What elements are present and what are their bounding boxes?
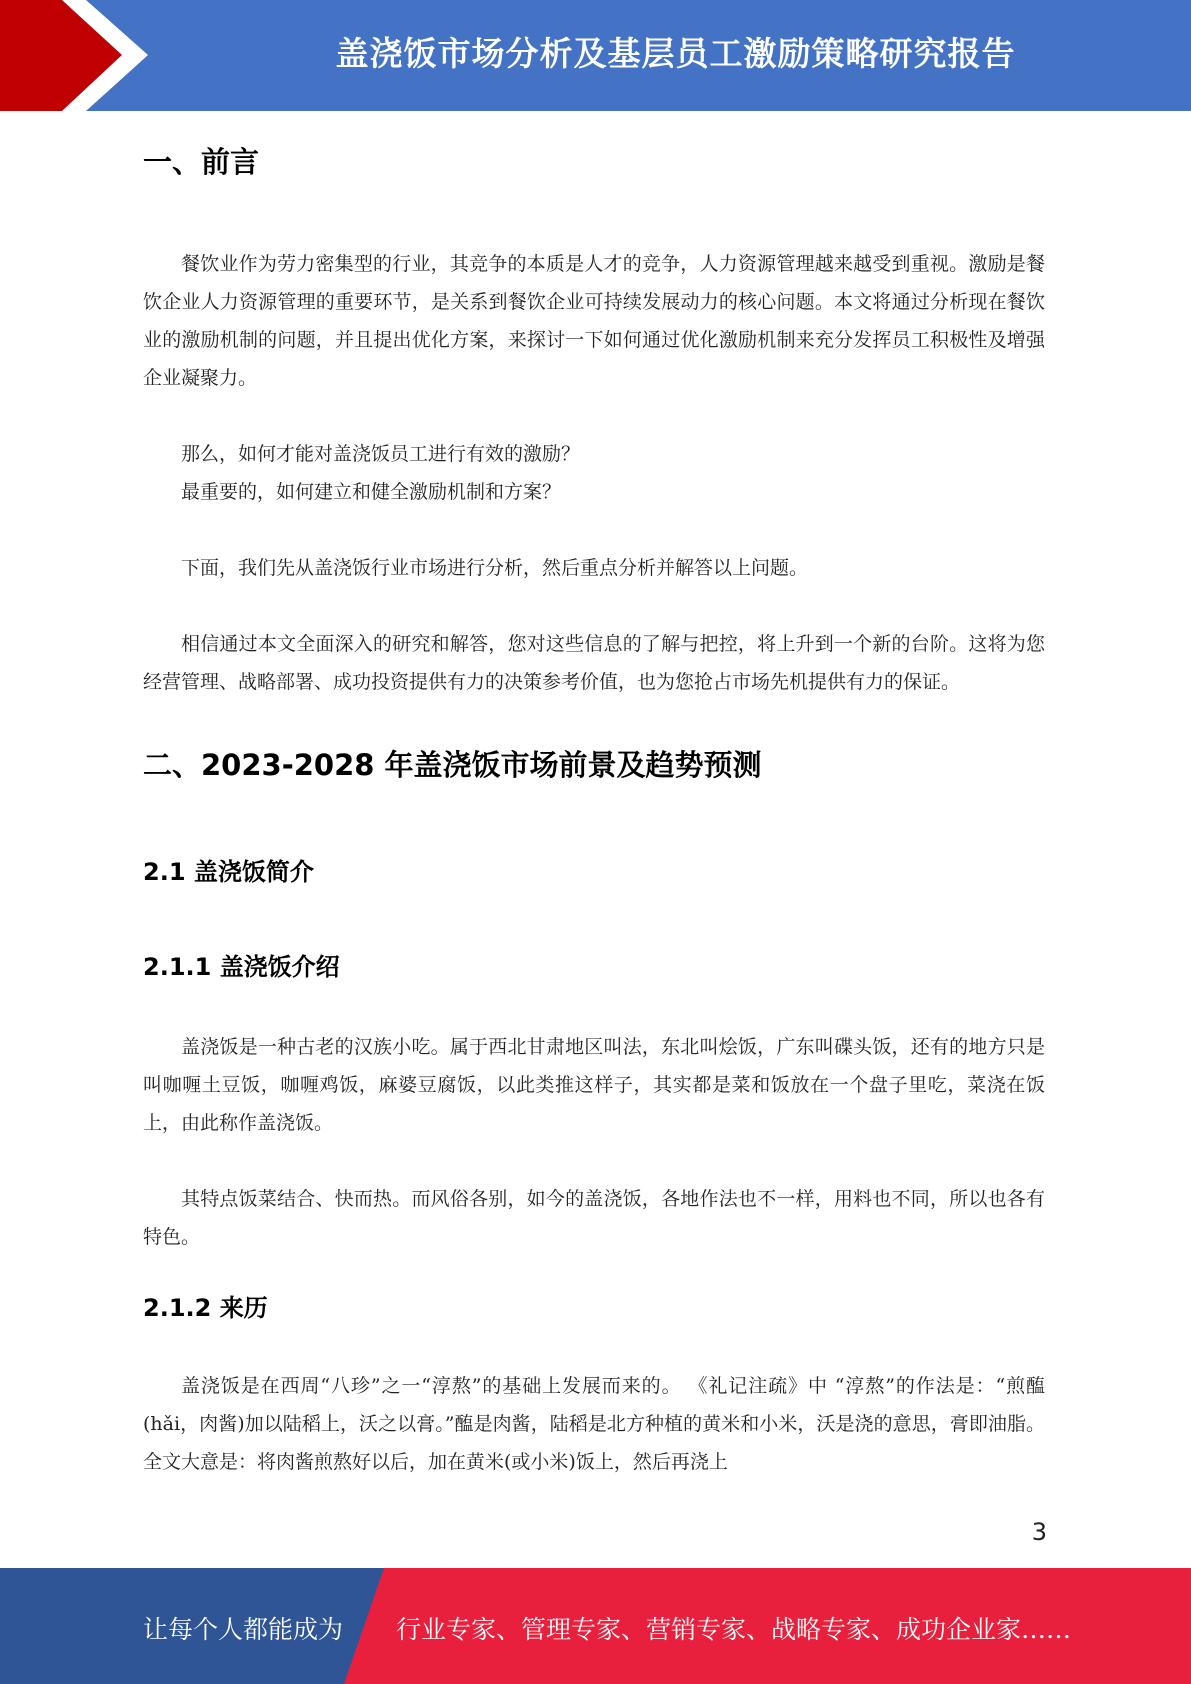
footer-slogan-right: 行业专家、管理专家、营销专家、战略专家、成功企业家…… <box>396 1615 1072 1644</box>
section-title-preface: 一、前言 <box>143 145 260 179</box>
page-header <box>0 0 1191 111</box>
subsection-title: 2.1.1 盖浇饭介绍 <box>143 953 340 981</box>
subsection-title: 2.1 盖浇饭简介 <box>143 858 314 886</box>
paragraph: 盖浇饭是一种古老的汉族小吃。属于西北甘肃地区叫法，东北叫烩饭，广东叫碟头饭，还有的地方只是叫咖喱土豆饭，咖喱鸡饭，麻婆豆腐饭，以此类推这样子，其实都是菜和饭放在一个盘子里吃，菜浇在饭上，由此称作盖浇饭。 <box>143 1036 1045 1134</box>
paragraph: 盖浇饭是在西周“八珍”之一“淳熬”的基础上发展而来的。 《礼记注疏》中 “淳熬”的作法是：“煎醢(hǎi，肉酱)加以陆稻上，沃之以膏。”醢是肉酱，陆稻是北方种植的黄米和小米，沃是浇的意思，膏即油脂。全文大意是：将肉酱煎熬好以后，加在黄米(或小米)饭上，然后再浇上 <box>143 1375 1045 1473</box>
question-line: 最重要的，如何建立和健全激励机制和方案？ <box>181 481 562 503</box>
header-chevron-graphic <box>0 0 150 111</box>
subsection-title: 2.1.2 来历 <box>143 1294 268 1322</box>
paragraph: 下面，我们先从盖浇饭行业市场进行分析，然后重点分析并解答以上问题。 <box>181 557 809 579</box>
main-content <box>143 140 1045 1481</box>
question-line: 那么，如何才能对盖浇饭员工进行有效的激励？ <box>181 443 581 465</box>
report-title: 盖浇饭市场分析及基层员工激励策略研究报告 <box>335 34 1016 73</box>
section-title-forecast: 二、2023-2028 年盖浇饭市场前景及趋势预测 <box>143 748 762 782</box>
page-number: 3 <box>1031 1518 1047 1546</box>
footer-slogan-left: 让每个人都能成为 <box>143 1615 344 1644</box>
paragraph: 相信通过本文全面深入的研究和解答，您对这些信息的了解与把控，将上升到一个新的台阶。这将为您经营管理、战略部署、成功投资提供有力的决策参考价值，也为您抢占市场先机提供有力的保证。 <box>143 633 1045 693</box>
page-footer <box>0 1568 1191 1684</box>
paragraph: 餐饮业作为劳力密集型的行业，其竞争的本质是人才的竞争，人力资源管理越来越受到重视。激励是餐饮企业人力资源管理的重要环节，是关系到餐饮企业可持续发展动力的核心问题。本文将通过分析现在餐饮业的激励机制的问题，并且提出优化方案，来探讨一下如何通过优化激励机制来充分发挥员工积极性及增强企业凝聚力。 <box>143 253 1045 389</box>
paragraph: 其特点饭菜结合、快而热。而风俗各别，如今的盖浇饭，各地作法也不一样，用料也不同，所以也各有特色。 <box>143 1188 1045 1248</box>
